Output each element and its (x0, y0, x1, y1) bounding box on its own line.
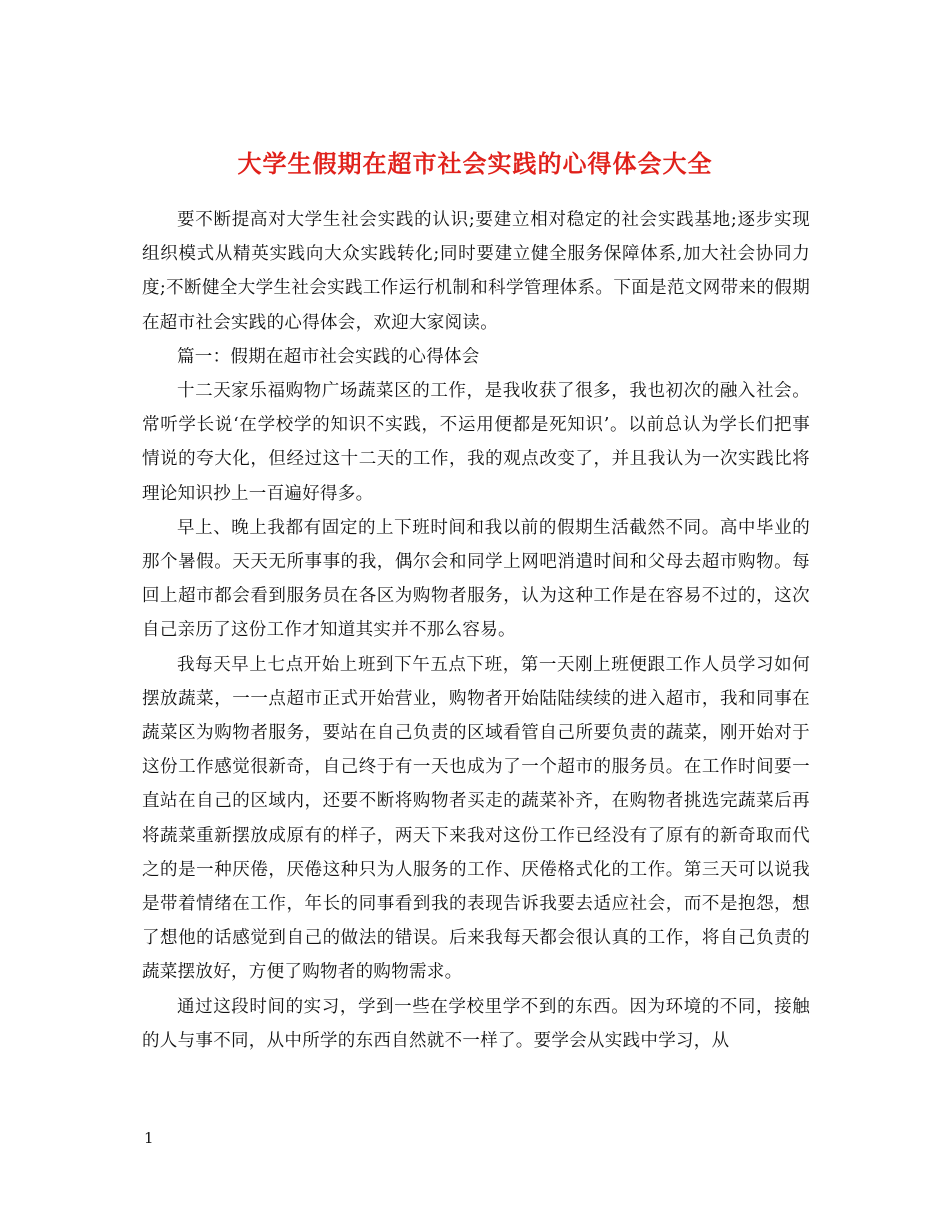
paragraph: 十二天家乐福购物广场蔬菜区的工作，是我收获了很多，我也初次的融入社会。常听学长说‘在学校学的知识不实践，不运用便都是死知识’。以前总认为学长们把事情说的夸大化，但经过这十二天的工作，我的观点改变了，并且我认为一次实践比将理论知识抄上一百遍好得多。 (142, 381, 810, 504)
paragraph: 早上、晚上我都有固定的上下班时间和我以前的假期生活截然不同。高中毕业的那个暑假。天天无所事事的我，偶尔会和同学上网吧消遣时间和父母去超市购物。每回上超市都会看到服务员在各区为购物者服务，认为这种工作是在容易不过的，这次自己亲历了这份工作才知道其实并不那么容易。 (142, 517, 810, 641)
page-title: 大学生假期在超市社会实践的心得体会大全 (237, 149, 713, 179)
paragraph: 通过这段时间的实习，学到一些在学校里学不到的东西。因为环境的不同，接触的人与事不同，从中所学的东西自然就不一样了。要学会从实践中学习，从 (142, 996, 810, 1051)
section-heading: 篇一：假期在超市社会实践的心得体会 (177, 346, 480, 367)
page-number: 1 (144, 1129, 154, 1147)
paragraph: 我每天早上七点开始上班到下午五点下班，第一天刚上班便跟工作人员学习如何摆放蔬菜，一一点超市正式开始营业，购物者开始陆陆续续的进入超市，我和同事在蔬菜区为购物者服务，要站在自己负责的区域看管自己所要负责的蔬菜，刚开始对于这份工作感觉很新奇，自己终于有一天也成为了一个超市的服务员。在工作时间要一直站在自己的区域内，还要不断将购物者买走的蔬菜补齐，在购物者挑选完蔬菜后再将蔬菜重新摆放成原有的样子，两天下来我对这份工作已经没有了原有的新奇取而代之的是一种厌倦，厌倦这种只为人服务的工作、厌倦格式化的工作。第三天可以说我是带着情绪在工作，年长的同事看到我的表现告诉我要去适应社会，而不是抱怨，想了想他的话感觉到自己的做法的错误。后来我每天都会很认真的工作，将自己负责的蔬菜摆放好，方便了购物者的购物需求。 (142, 654, 810, 983)
paragraph-intro: 要不断提高对大学生社会实践的认识;要建立相对稳定的社会实践基地;逐步实现组织模式从精英实践向大众实践转化;同时要建立健全服务保障体系,加大社会协同力度;不断健全大学生社会实践工作运行机制和科学管理体系。下面是范文网带来的假期在超市社会实践的心得体会，欢迎大家阅读。 (142, 210, 810, 333)
document-body (142, 203, 810, 1058)
